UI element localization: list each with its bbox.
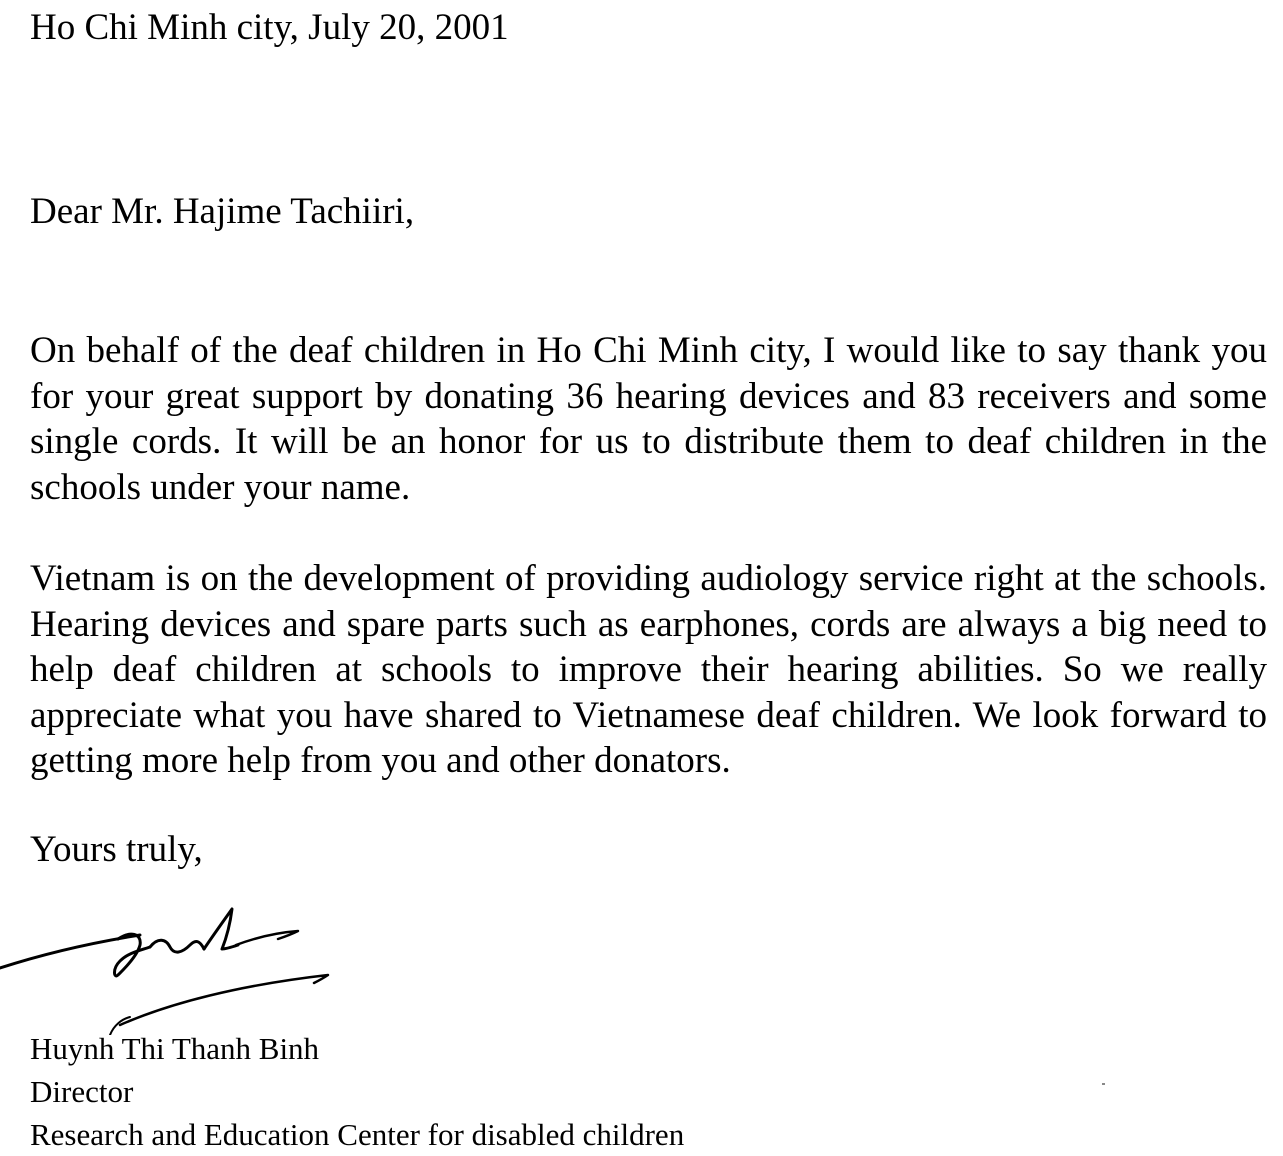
letter-date: Ho Chi Minh city, July 20, 2001 [30, 7, 509, 48]
letter-closing: Yours truly, [30, 829, 203, 870]
letter-paragraph-2: Vietnam is on the development of providing audiology service right at the schools. Hearing devices and spare parts such as earphones, cords are always a big need to help deaf children at schools to improve their hearing abilities. So we really appreciate what you have shared to Vietnamese deaf children. We look forward to getting more help from you and other donators. [30, 558, 1267, 781]
scan-speck [1102, 1083, 1105, 1085]
letter-salutation: Dear Mr. Hajime Tachiiri, [30, 191, 415, 232]
signer-organization: Research and Education Center for disabled children [30, 1117, 685, 1152]
signature-block [30, 1027, 684, 1156]
letter-paragraph-1: On behalf of the deaf children in Ho Chi Minh city, I would like to say thank you for your great support by donating 36 hearing devices and 83 receivers and some single cords. It will be an honor for us to distribute them to deaf children in the schools under your name. [30, 330, 1267, 508]
signer-title: Director [30, 1074, 134, 1109]
signer-name: Huynh Thi Thanh Binh [30, 1031, 320, 1066]
handwritten-signature [0, 895, 340, 1035]
